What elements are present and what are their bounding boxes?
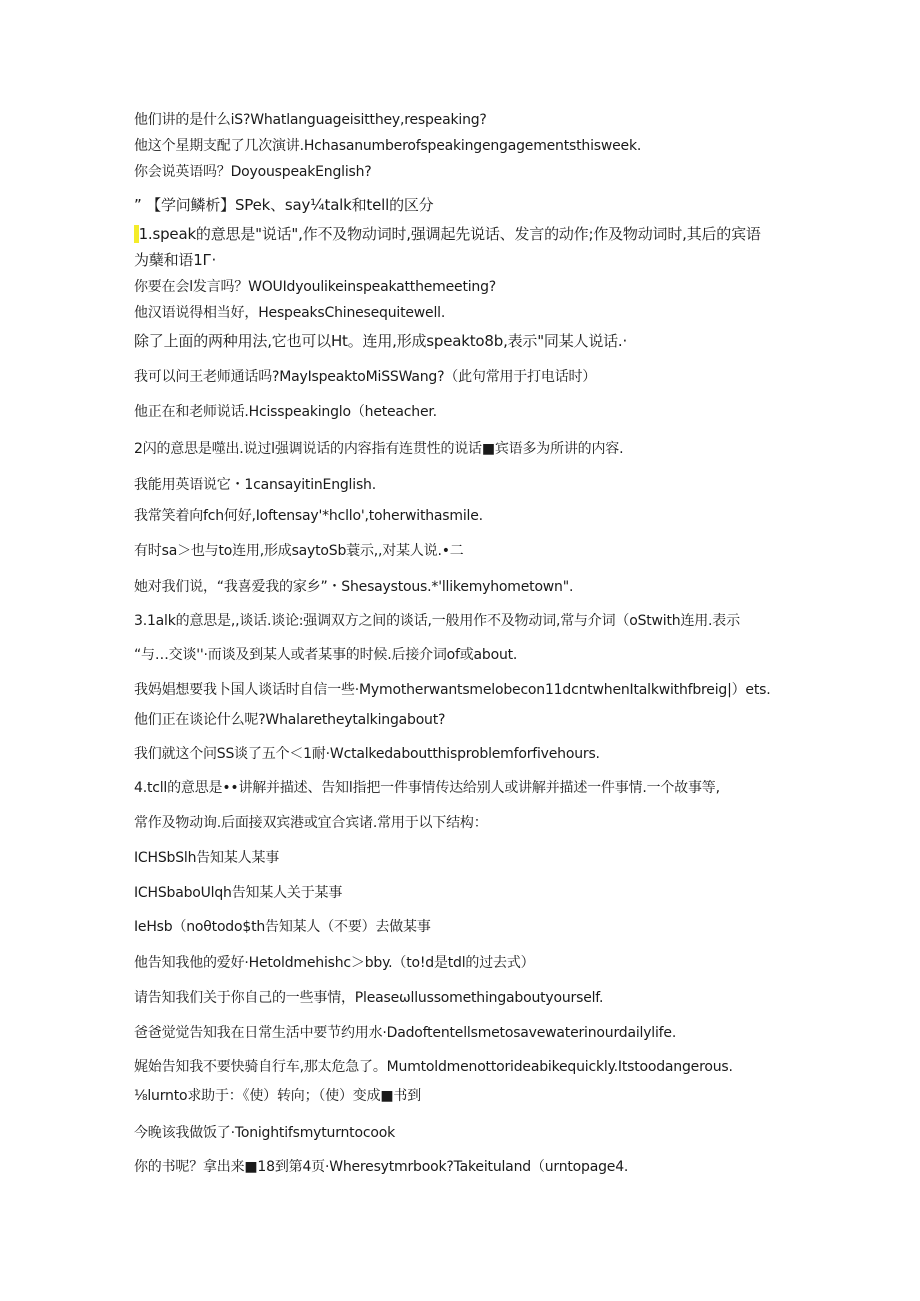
text-line: 我可以问王老师通话吗?MayIspeaktoMiSSWang?（此句常用于打电话时） — [134, 369, 597, 385]
text-line-highlighted — [134, 225, 761, 243]
text-line: 常作及物动询.后面接双宾港或宜合宾诸.常用于以下结构： — [134, 815, 488, 831]
text-line: 今晚该我做饭了·Tonightifsmyturntocook — [134, 1125, 395, 1141]
text-line: 爸爸觉觉告知我在日常生活中要节约用水·Dadoftentellsmetosavewaterinourdailylife. — [134, 1025, 677, 1041]
text-line: 3.1alk的意思是,,谈话.谈论:强调双方之间的谈话,一般用作不及物动词,常与介词（oStwith连用.表示 — [134, 613, 740, 629]
text-line: 我能用英语说它・1cansayitinEnglish. — [134, 477, 376, 493]
text-line: 你的书呢？拿出来■18到第4页·Wheresytmrbook?Takeituland（urntopage4. — [134, 1159, 629, 1175]
text-line: 我妈娼想要我卜国人谈话时自信一些·Mymotherwantsmelobecon11dcntwhenItalkwithfbreig|）ets. — [134, 682, 771, 698]
text-line: 他这个星期支配了几次演讲.Hchasanumberofspeakingengagementsthisweek. — [134, 138, 642, 154]
text-line: 他们正在谈论什么呢?Whalaretheytalkingabout? — [134, 712, 446, 728]
text-line: 他们讲的是什么iS?Whatlanguageisitthey,respeaking? — [134, 112, 487, 128]
text-line: “与…交谈''·而谈及到某人或者某事的时候.后接介词of或about. — [134, 647, 518, 663]
text-line: 她对我们说，“我喜爱我的家乡”・Shesaystous.*'llikemyhometown". — [134, 579, 574, 595]
text-line: 有时sa＞也与to连用,形成saytoSb蓑示,,对某人说.•二 — [134, 543, 464, 559]
text-line: 除了上面的两种用法,它也可以Ht。连用,形成speakto8b,表示"同某人说话.· — [134, 332, 628, 350]
text-line: ICHSbaboUlqh告知某人关于某事 — [134, 885, 343, 901]
text-line: 我常笑着向fch何好,Ioftensay'*hcllo',toherwithasmile. — [134, 508, 483, 524]
text-line: 请告知我们关于你自己的一些事情，Pleaseωllussomethingaboutyourself. — [134, 990, 604, 1006]
text-line: IeHsb（noθtodo$th告知某人（不要）去做某事 — [134, 919, 431, 935]
text-line: 他正在和老师说话.Hcisspeakinglo（heteacher. — [134, 404, 437, 420]
text-line: 你要在会l发言吗？WOUIdyoulikeinspeakatthemeeting? — [134, 279, 497, 295]
text-line: ⅛lurnto求助于：《使）转向；（使）变成■书到 — [134, 1088, 421, 1104]
text-line: 4.tcll的意思是••讲解并描述、告知l指把一件事情传达给别人或讲解并描述一件事情.一个故事等, — [134, 780, 720, 796]
text-line: 2闪的意思是噬出.说过l强调说话的内容指有连贯性的说话■宾语多为所讲的内容. — [134, 441, 624, 457]
section-heading: ” 【学问鳞析】SPek、say¼talk和tell的区分 — [134, 196, 434, 214]
text-line: 你会说英语吗？DoyouspeakEnglish? — [134, 164, 372, 180]
text-line: 1.speak的意思是"说话",作不及物动词时,强调起先说话、发言的动作;作及物动词时,其后的宾语 — [138, 225, 761, 243]
text-line: 我们就这个问SS谈了五个＜1耐·Wctalkedaboutthisproblemforfivehours. — [134, 746, 600, 762]
text-line: 娓始告知我不要快骑自行车,那太危急了。Mumtoldmenottorideabikequickly.Itstoodangerous. — [134, 1059, 733, 1075]
text-line: 他汉语说得相当好，HespeaksChinesequitewell. — [134, 305, 446, 321]
text-line: 他告知我他的爱好·Hetoldmehishc＞bby.（to!d是tdl的过去式） — [134, 955, 535, 971]
text-line: ICHSbSlh告知某人某事 — [134, 850, 280, 866]
text-line: 为蘖和语1Г· — [134, 251, 217, 269]
